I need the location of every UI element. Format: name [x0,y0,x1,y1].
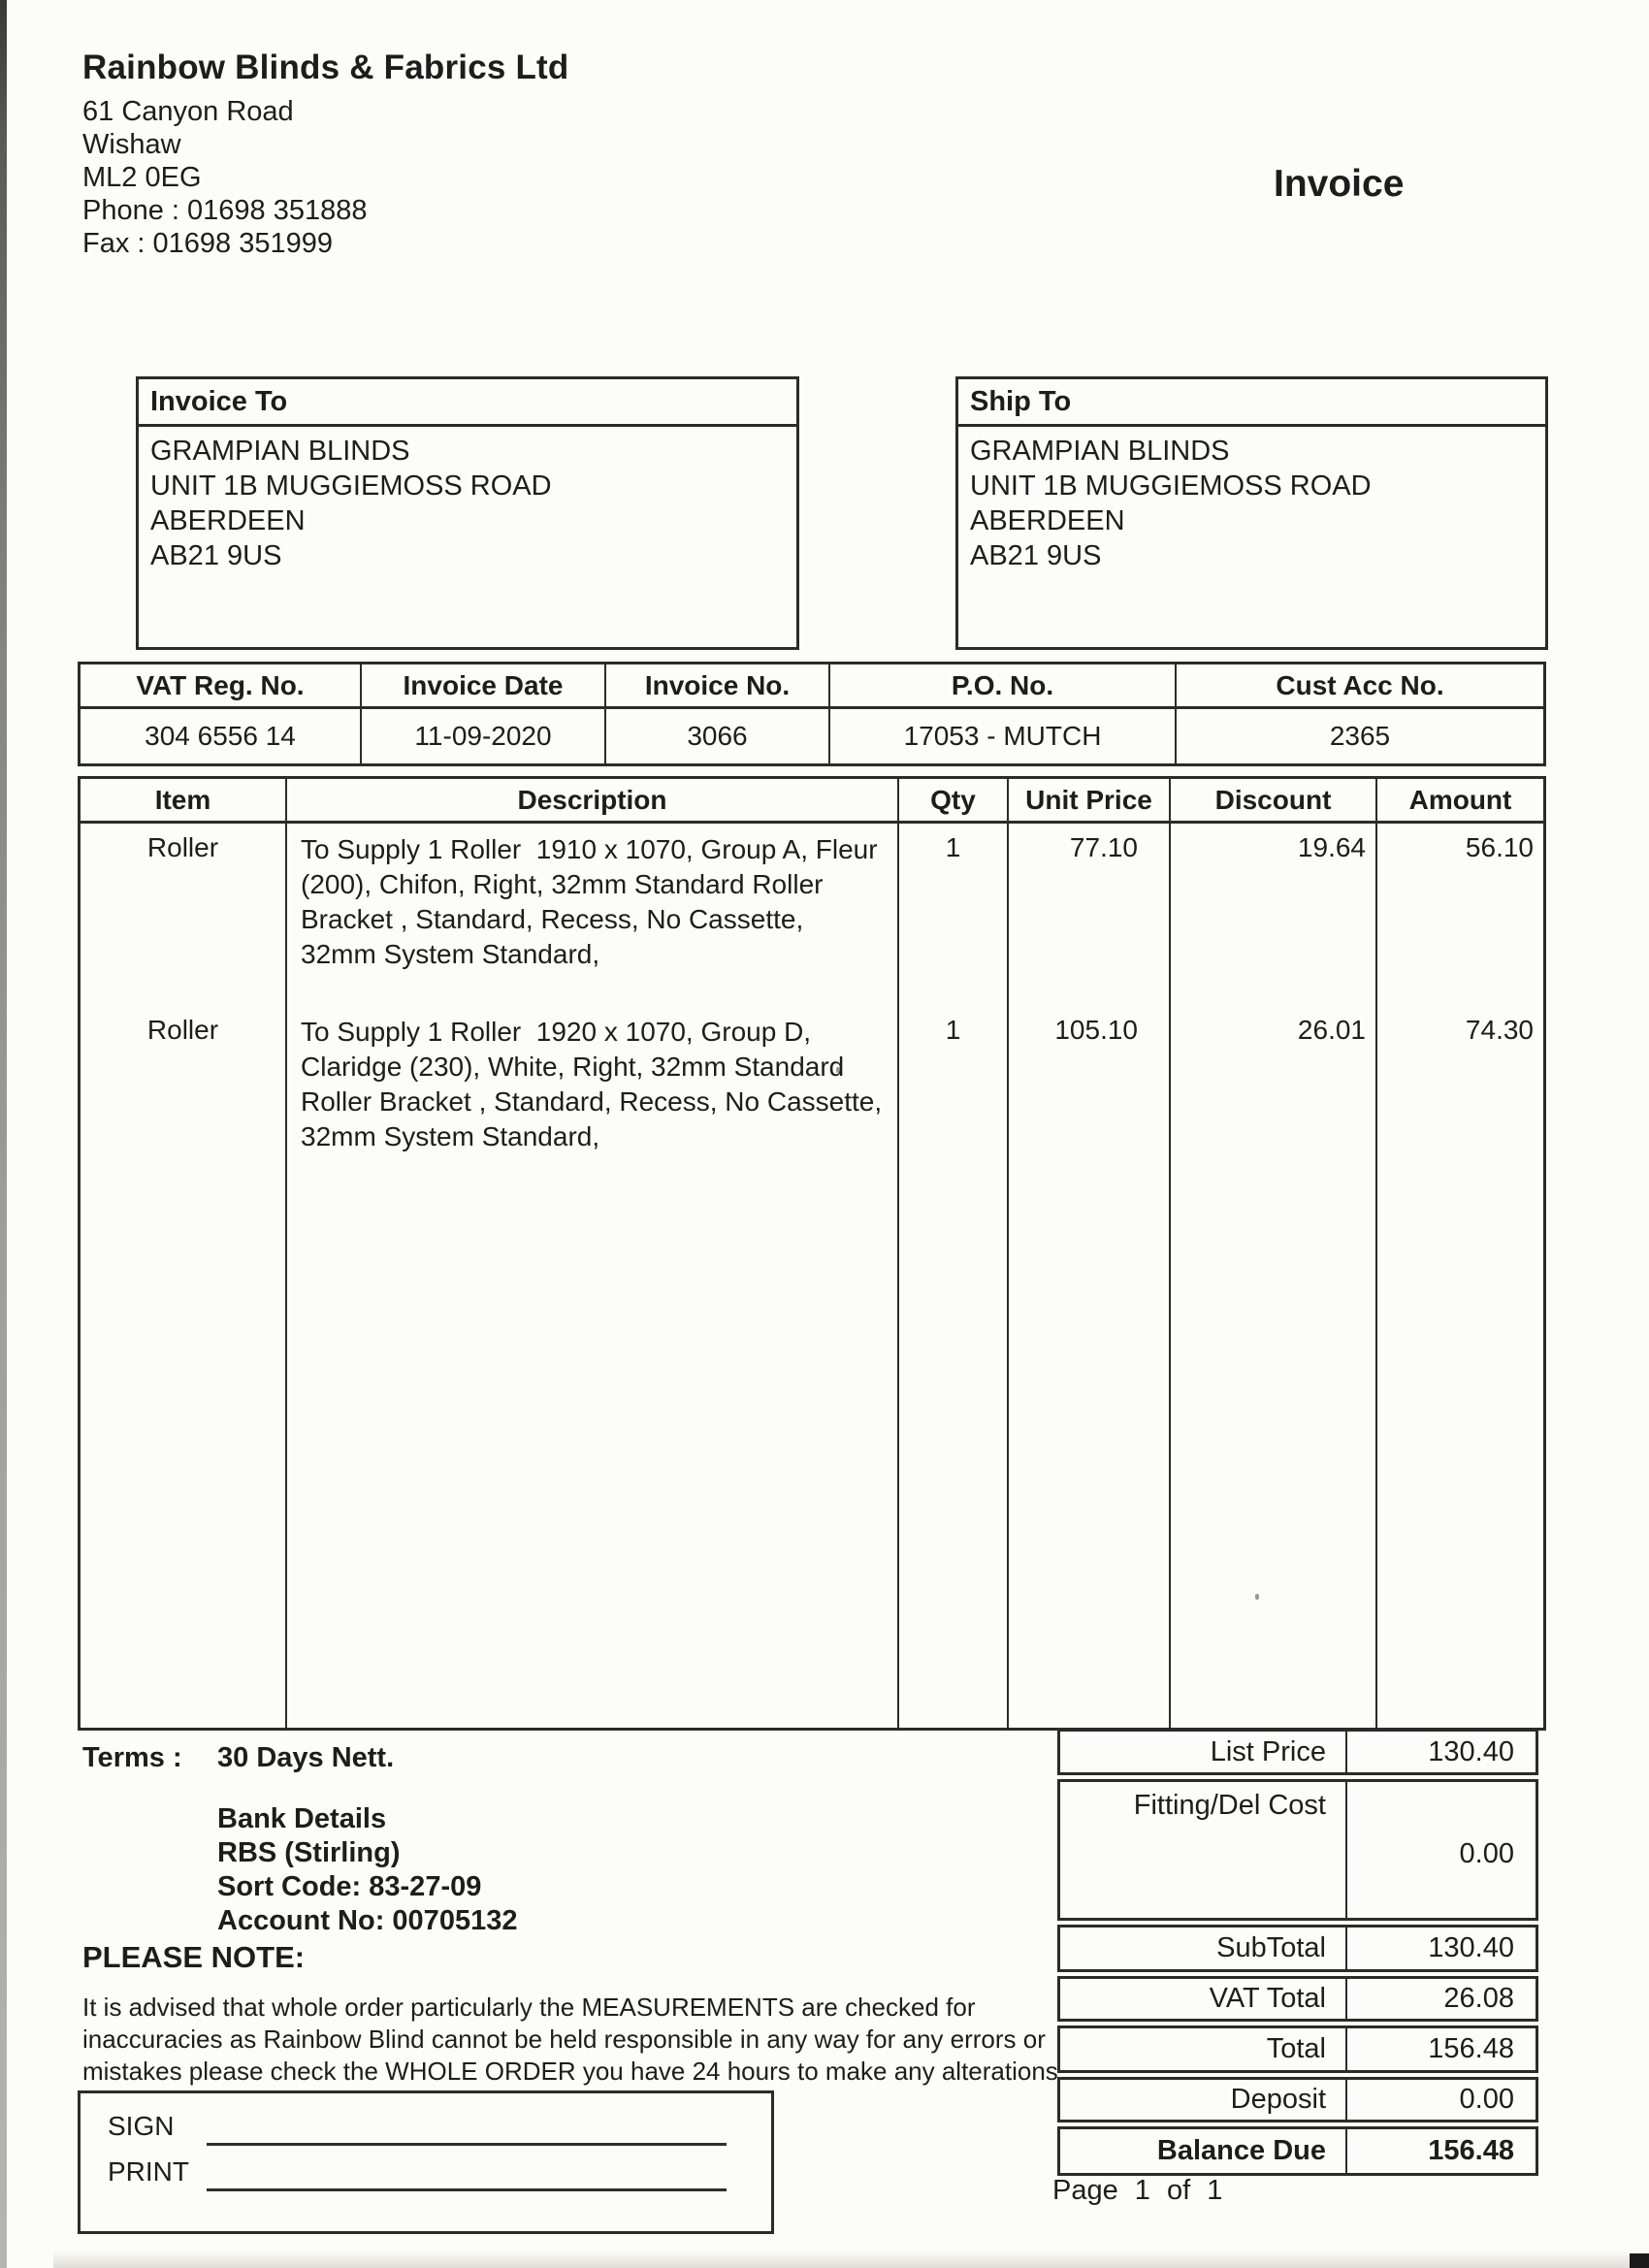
scan-edge-shadow [0,0,7,2268]
total-value: 0.00 [1459,2084,1514,2115]
total-row-deposit [1057,2077,1538,2122]
ship-to-line: UNIT 1B MUGGIEMOSS ROAD [970,470,1372,502]
ship-to-line: AB21 9US [970,540,1102,571]
total-label: SubTotal [1060,1928,1347,1969]
meta-value-po-no: 17053 - MUTCH [830,709,1177,763]
unit-price-cell: 105.10 [1009,972,1171,1154]
items-header-amount: Amount [1377,779,1543,824]
table-filler [1171,1154,1377,1728]
table-filler [1377,1154,1543,1728]
totals-box [1057,1729,1538,2176]
total-value: 26.08 [1443,1983,1514,2014]
meta-header-po-no: P.O. No. [830,664,1177,709]
meta-header-cust-acc: Cust Acc No. [1177,664,1543,709]
items-header-unit-price: Unit Price [1009,779,1171,824]
terms-value: 30 Days Nett. [217,1742,395,1773]
qty-cell: 1 [899,972,1009,1154]
table-filler [287,1154,899,1728]
description-line: (200), Chifon, Right, 32mm Standard Roller [301,869,824,899]
table-filler [1009,1154,1171,1728]
discount-cell: 19.64 [1171,824,1377,972]
discount-cell: 26.01 [1171,972,1377,1154]
scan-bottom-shadow [53,2251,1649,2268]
description-line: Roller Bracket , Standard, Recess, No Cassette, [301,1086,883,1117]
amount-cell: 74.30 [1465,1015,1534,1045]
total-value: 130.40 [1428,1735,1514,1767]
description-line: 32mm System Standard, [301,939,600,969]
terms-label: Terms : [82,1742,182,1773]
items-header-description: Description [287,779,899,824]
description-line: To Supply 1 Roller 1910 x 1070, Group A, Fleur [301,834,878,864]
description-line: Bracket , Standard, Recess, No Cassette, [301,904,804,934]
total-value: 0.00 [1459,1837,1514,1869]
total-row-fitting-del-cost [1057,1779,1538,1921]
please-note-text [82,1992,1058,2088]
company-address-line: ML2 0EG [82,162,202,193]
invoice-to-line: AB21 9US [150,540,282,571]
invoice-to-box [136,376,799,650]
invoice-to-line: GRAMPIAN BLINDS [150,436,410,467]
total-row-total [1057,2025,1538,2073]
note-line: mistakes please check the WHOLE ORDER you have 24 hours to make any alterations [82,2057,1058,2086]
signature-box [78,2090,774,2234]
invoice-to-line: UNIT 1B MUGGIEMOSS ROAD [150,470,552,502]
print-label: PRINT [108,2156,189,2187]
total-value: 130.40 [1428,1932,1514,1963]
line-items-table [78,776,1546,1731]
total-label: Balance Due [1060,2129,1347,2173]
print-line [207,2188,727,2191]
unit-price-cell: 77.10 [1009,824,1171,972]
total-value: 156.48 [1428,2033,1514,2064]
meta-value-date: 11-09-2020 [362,709,606,763]
description-line: To Supply 1 Roller 1920 x 1070, Group D, [301,1017,812,1047]
total-label: VAT Total [1060,1979,1347,2019]
invoice-to-header: Invoice To [139,379,796,427]
description-line: 32mm System Standard, [301,1121,600,1151]
meta-header-vat: VAT Reg. No. [81,664,362,709]
company-phone: Phone : 01698 351888 [82,195,368,226]
ship-to-address [958,427,1545,580]
company-fax: Fax : 01698 351999 [82,228,333,259]
bank-details [217,1802,517,1938]
amount-cell: 56.10 [1465,832,1534,862]
bank-account-no: Account No: 00705132 [217,1905,518,1936]
note-line: inaccuracies as Rainbow Blind cannot be held responsible in any way for any errors or [82,2025,1046,2054]
total-row-vat-total [1057,1976,1538,2022]
total-row-subtotal [1057,1925,1538,1972]
meta-header-invoice-no: Invoice No. [606,664,830,709]
item-cell: Roller [81,824,287,972]
meta-value-invoice-no: 3066 [606,709,830,763]
ship-to-line: ABERDEEN [970,505,1125,536]
sign-line [207,2143,727,2146]
description-cell [287,824,899,972]
invoice-to-address [139,427,796,580]
company-address-line: Wishaw [82,129,181,160]
items-header-discount: Discount [1171,779,1377,824]
note-line: It is advised that whole order particularly the MEASUREMENTS are checked for [82,1993,976,2022]
total-row-balance-due [1057,2126,1538,2176]
company-address-line: 61 Canyon Road [82,96,294,127]
total-value: 156.48 [1428,2135,1514,2166]
bank-details-heading: Bank Details [217,1803,387,1834]
table-filler [81,1154,287,1728]
meta-header-date: Invoice Date [362,664,606,709]
item-cell: Roller [81,972,287,1154]
meta-value-cust-acc: 2365 [1329,721,1391,751]
bank-name: RBS (Stirling) [217,1837,401,1868]
total-label: List Price [1060,1732,1347,1772]
bank-sort-code: Sort Code: 83-27-09 [217,1871,482,1902]
company-name: Rainbow Blinds & Fabrics Ltd [82,49,569,86]
page-number: Page 1 of 1 [1052,2175,1223,2206]
description-cell [287,972,899,1154]
ship-to-box [955,376,1548,650]
scan-corner-mark [1630,2253,1649,2268]
invoice-to-line: ABERDEEN [150,505,306,536]
document-title: Invoice [1274,163,1405,205]
ship-to-header: Ship To [958,379,1545,427]
items-header-qty: Qty [899,779,1009,824]
items-header-item: Item [81,779,287,824]
sign-label: SIGN [108,2111,175,2141]
invoice-meta-table [78,662,1546,766]
table-filler [899,1154,1009,1728]
please-note-heading: PLEASE NOTE: [82,1940,306,1974]
description-line: Claridge (230), White, Right, 32mm Standard [301,1052,845,1082]
total-label: Fitting/Del Cost [1060,1782,1347,1918]
meta-value-vat: 304 6556 14 [81,709,362,763]
company-address [82,95,368,260]
total-label: Deposit [1060,2080,1347,2120]
qty-cell: 1 [899,824,1009,972]
total-row-list-price [1057,1729,1538,1775]
total-label: Total [1060,2028,1347,2070]
ship-to-line: GRAMPIAN BLINDS [970,436,1230,467]
